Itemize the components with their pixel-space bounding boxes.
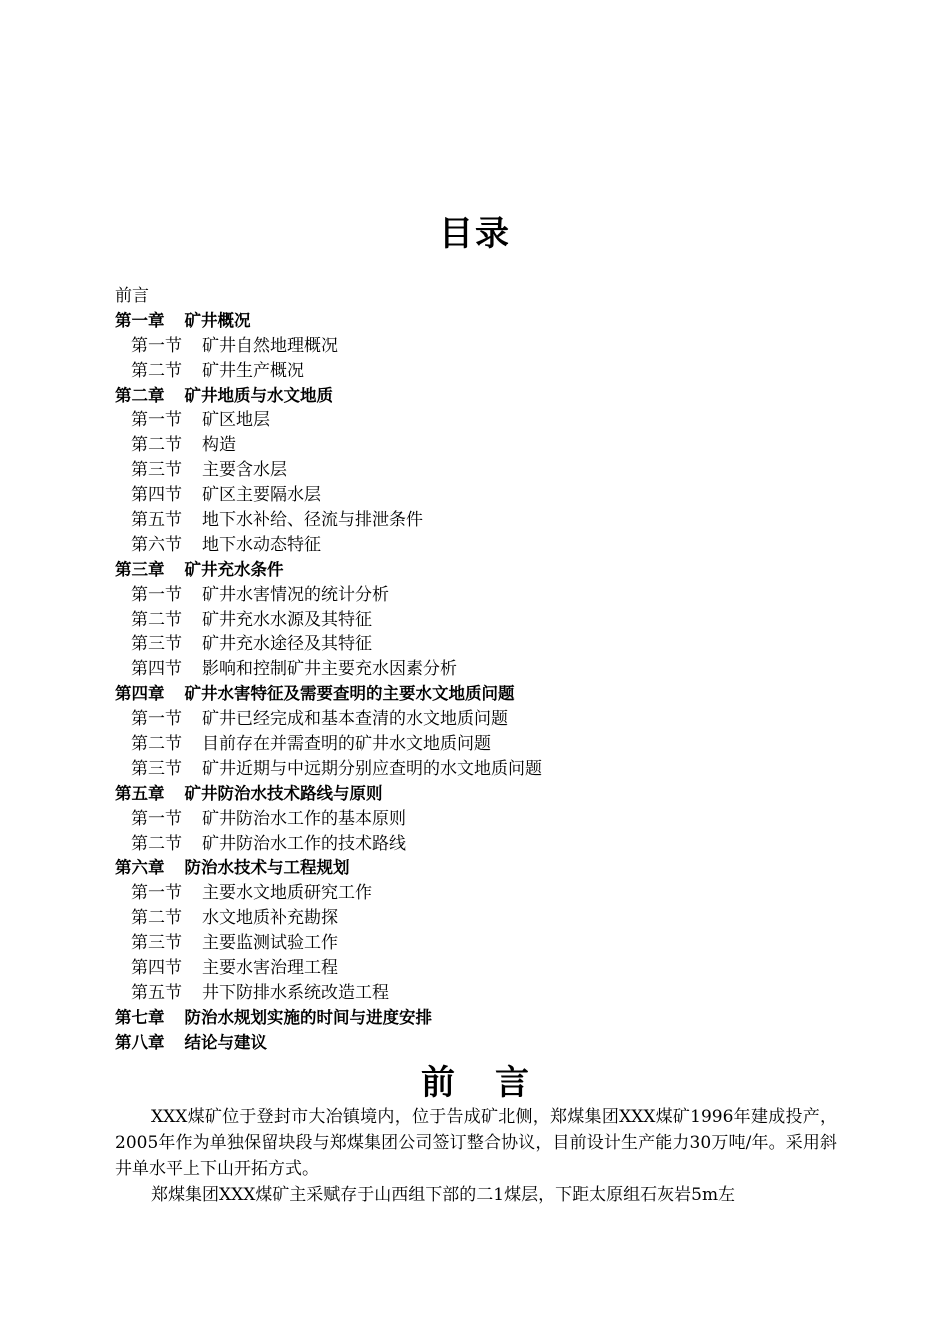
toc-entry-title: 矿井生产概况 xyxy=(202,360,304,381)
toc-section xyxy=(115,707,835,732)
toc-entry-title: 主要水文地质研究工作 xyxy=(202,883,372,904)
toc-section xyxy=(115,508,835,533)
toc-entry-title: 地下水补给、径流与排泄条件 xyxy=(202,510,423,531)
toc-chapter xyxy=(115,856,835,881)
toc-section xyxy=(115,359,835,384)
toc-section xyxy=(115,956,835,981)
toc-number: 第六章 xyxy=(115,858,165,878)
toc-number: 第三节 xyxy=(131,933,182,954)
toc-entry-title: 矿井概况 xyxy=(184,310,251,330)
toc-entry-title: 井下防排水系统改造工程 xyxy=(202,982,389,1003)
table-of-contents xyxy=(115,284,835,1056)
toc-number: 第一章 xyxy=(115,310,165,330)
toc-number: 第五节 xyxy=(131,982,182,1003)
toc-number: 第四节 xyxy=(131,659,182,680)
toc-section xyxy=(115,583,835,608)
toc-entry-title: 矿井水害特征及需要查明的主要水文地质问题 xyxy=(184,684,515,704)
toc-section xyxy=(115,906,835,931)
toc-section xyxy=(115,732,835,757)
toc-entry-title: 目前存在并需查明的矿井水文地质问题 xyxy=(202,734,491,755)
toc-section xyxy=(115,981,835,1006)
toc-item xyxy=(115,284,835,309)
toc-chapter xyxy=(115,782,835,807)
toc-number: 第二章 xyxy=(115,385,165,405)
toc-number: 第七章 xyxy=(115,1007,165,1027)
preface-paragraph-2: 郑煤集团XXX煤矿主采赋存于山西组下部的二1煤层，下距太原组石灰岩5m左 xyxy=(151,1185,736,1205)
toc-section xyxy=(115,334,835,359)
toc-entry-title: 矿井充水水源及其特征 xyxy=(202,609,372,630)
toc-section xyxy=(115,608,835,633)
toc-section xyxy=(115,632,835,657)
toc-number: 第三节 xyxy=(131,758,182,779)
toc-section xyxy=(115,757,835,782)
toc-entry-title: 构造 xyxy=(202,435,236,456)
toc-section xyxy=(115,657,835,682)
toc-entry-title: 地下水动态特征 xyxy=(202,534,321,555)
toc-number: 第三节 xyxy=(131,460,182,481)
toc-number: 第四节 xyxy=(131,485,182,506)
toc-entry-title: 矿井水害情况的统计分析 xyxy=(202,584,389,605)
toc-number: 第八章 xyxy=(115,1032,165,1052)
toc-section xyxy=(115,408,835,433)
toc-entry-title: 防治水技术与工程规划 xyxy=(184,858,350,878)
toc-number: 第四章 xyxy=(115,684,165,704)
toc-chapter xyxy=(115,1031,835,1056)
toc-number: 第一节 xyxy=(131,410,182,431)
toc-chapter xyxy=(115,384,835,409)
toc-entry-title: 矿井自然地理概况 xyxy=(202,335,338,356)
toc-entry-title: 矿井充水条件 xyxy=(184,559,284,579)
toc-chapter xyxy=(115,558,835,583)
toc-number: 第二节 xyxy=(131,833,182,854)
toc-number: 第一节 xyxy=(131,883,182,904)
toc-entry-title: 矿井充水途径及其特征 xyxy=(202,634,372,655)
toc-entry-title: 矿井地质与水文地质 xyxy=(184,385,333,405)
toc-entry-title: 矿区地层 xyxy=(202,410,270,431)
toc-number: 第五章 xyxy=(115,783,165,803)
toc-section xyxy=(115,931,835,956)
toc-number: 第一节 xyxy=(131,584,182,605)
toc-number: 第二节 xyxy=(131,908,182,929)
toc-section xyxy=(115,483,835,508)
toc-number: 第一节 xyxy=(131,709,182,730)
toc-number: 第三节 xyxy=(131,634,182,655)
toc-entry-title: 结论与建议 xyxy=(184,1032,267,1052)
toc-section xyxy=(115,458,835,483)
toc-entry-title: 矿井防治水工作的基本原则 xyxy=(202,808,406,829)
toc-entry-title: 矿井已经完成和基本查清的水文地质问题 xyxy=(202,709,508,730)
toc-entry-title: 矿井防治水工作的技术路线 xyxy=(202,833,406,854)
toc-section xyxy=(115,881,835,906)
preface-body xyxy=(115,1104,837,1208)
toc-number: 第二节 xyxy=(131,609,182,630)
toc-number: 第五节 xyxy=(131,510,182,531)
toc-section xyxy=(115,807,835,832)
toc-entry-title: 矿井防治水技术路线与原则 xyxy=(184,783,383,803)
toc-number: 第四节 xyxy=(131,958,182,979)
toc-number: 第一节 xyxy=(131,808,182,829)
toc-entry-title: 主要监测试验工作 xyxy=(202,933,338,954)
toc-section xyxy=(115,832,835,857)
toc-section xyxy=(115,533,835,558)
toc-number: 第三章 xyxy=(115,559,165,579)
toc-entry-title: 主要水害治理工程 xyxy=(202,958,338,979)
preface-heading: 前言 xyxy=(421,1063,569,1103)
toc-entry-title: 前言 xyxy=(115,286,149,306)
toc-entry-title: 影响和控制矿井主要充水因素分析 xyxy=(202,659,457,680)
toc-number: 第二节 xyxy=(131,435,182,456)
toc-chapter xyxy=(115,682,835,707)
toc-entry-title: 矿井近期与中远期分别应查明的水文地质问题 xyxy=(202,758,542,779)
toc-section xyxy=(115,433,835,458)
toc-entry-title: 主要含水层 xyxy=(202,460,287,481)
toc-number: 第六节 xyxy=(131,534,182,555)
toc-number: 第二节 xyxy=(131,734,182,755)
toc-chapter xyxy=(115,1006,835,1031)
toc-entry-title: 矿区主要隔水层 xyxy=(202,485,321,506)
toc-entry-title: 水文地质补充勘探 xyxy=(202,908,338,929)
toc-chapter xyxy=(115,309,835,334)
preface-paragraph-1: XXX煤矿位于登封市大冶镇境内，位于告成矿北侧，郑煤集团XXX煤矿1996年建成投产，2005年作为单独保留块段与郑煤集团公司签订整合协议，目前设计生产能力30万吨/年。采用斜井单水平上下山开拓方式。 xyxy=(115,1107,837,1179)
toc-title: 目录 xyxy=(439,214,511,254)
toc-entry-title: 防治水规划实施的时间与进度安排 xyxy=(184,1007,432,1027)
toc-number: 第二节 xyxy=(131,360,182,381)
toc-number: 第一节 xyxy=(131,335,182,356)
